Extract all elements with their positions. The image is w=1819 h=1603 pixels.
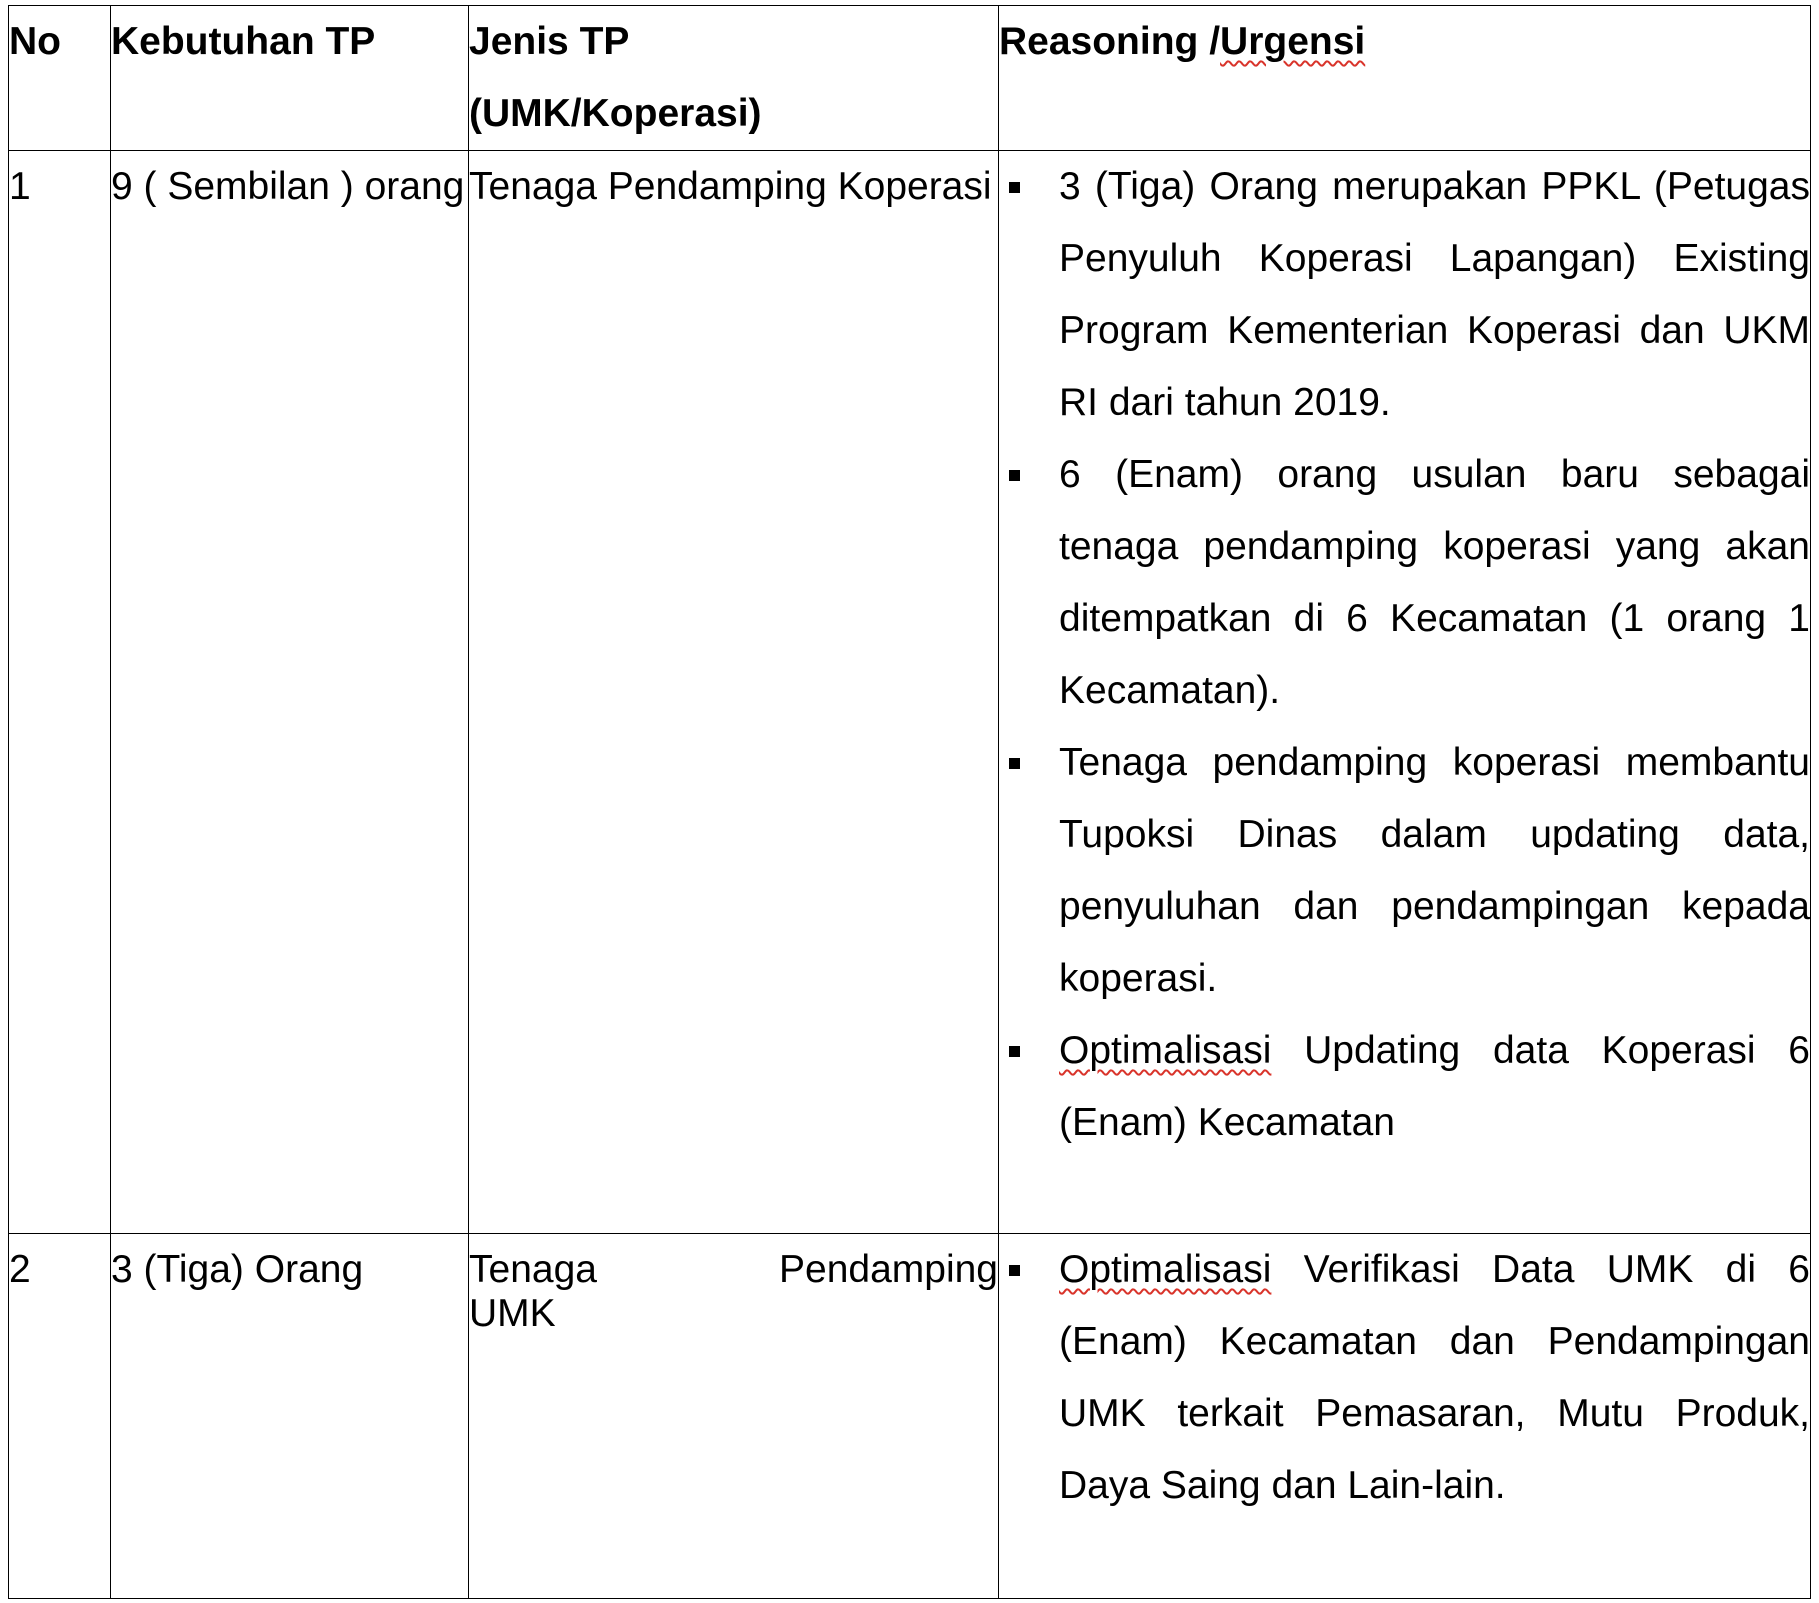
header-jenis-line1: Jenis TP	[469, 20, 630, 63]
row2-kebutuhan: 3 (Tiga) Orang	[111, 1248, 364, 1291]
reason-squiggle-word: Optimalisasi	[1059, 1029, 1272, 1072]
data-table	[8, 5, 1811, 1599]
square-bullet-icon	[1009, 1265, 1020, 1276]
reason-text: Updating data Koperasi 6 (Enam) Kecamatan	[1059, 1029, 1810, 1144]
list-item	[999, 1015, 1810, 1159]
row1-jenis-cell	[469, 151, 999, 1234]
table-header-row	[9, 6, 1811, 151]
header-jenis-line2: (UMK/Koperasi)	[469, 92, 762, 135]
row1-no-cell	[9, 151, 111, 1234]
reason-text: Tenaga pendamping koperasi membantu Tupoksi Dinas dalam updating data, penyuluhan dan pendampingan kepada koperasi.	[1059, 741, 1810, 1000]
list-item	[999, 727, 1810, 1015]
reason-text: 6 (Enam) orang usulan baru sebagai tenaga pendamping koperasi yang akan ditempatkan di 6 Kecamatan (1 orang 1 Kecamatan).	[1059, 453, 1810, 712]
header-reasoning-squiggle: Urgensi	[1220, 20, 1366, 63]
square-bullet-icon	[1009, 470, 1020, 481]
header-reasoning-prefix: Reasoning /	[999, 20, 1221, 63]
row1-jenis: Tenaga Pendamping Koperasi	[469, 165, 992, 208]
row2-jenis-cell	[469, 1234, 999, 1599]
header-no-label: No	[9, 20, 61, 63]
header-reasoning	[999, 6, 1811, 151]
row1-kebutuhan: 9 ( Sembilan ) orang	[111, 165, 465, 208]
row2-jenis-line2: UMK	[469, 1292, 556, 1335]
table-row	[9, 151, 1811, 1234]
row1-reason-list	[999, 151, 1810, 1159]
header-kebutuhan-label: Kebutuhan TP	[111, 20, 376, 63]
list-item	[999, 151, 1810, 439]
list-item	[999, 439, 1810, 727]
row2-kebutuhan-cell	[111, 1234, 469, 1599]
square-bullet-icon	[1009, 1046, 1020, 1057]
list-item	[999, 1234, 1810, 1522]
row1-reasons-cell	[999, 151, 1811, 1234]
row2-jenis-line1: Tenaga Pendamping	[469, 1248, 998, 1291]
square-bullet-icon	[1009, 182, 1020, 193]
row2-reason-list	[999, 1234, 1810, 1522]
header-kebutuhan	[111, 6, 469, 151]
header-no	[9, 6, 111, 151]
table-row	[9, 1234, 1811, 1599]
reason-text: Verifikasi Data UMK di 6 (Enam) Kecamatan dan Pendampingan UMK terkait Pemasaran, Mutu Produk, Daya Saing dan Lain-lain.	[1059, 1248, 1810, 1507]
row1-no: 1	[9, 165, 31, 208]
row2-reasons-cell	[999, 1234, 1811, 1599]
row2-no-cell	[9, 1234, 111, 1599]
reason-squiggle-word: Optimalisasi	[1059, 1248, 1272, 1291]
reason-text: 3 (Tiga) Orang merupakan PPKL (Petugas Penyuluh Koperasi Lapangan) Existing Program Kementerian Koperasi dan UKM RI dari tahun 2019.	[1059, 165, 1810, 424]
row2-no: 2	[9, 1248, 31, 1291]
square-bullet-icon	[1009, 758, 1020, 769]
row1-kebutuhan-cell	[111, 151, 469, 1234]
header-jenis	[469, 6, 999, 151]
